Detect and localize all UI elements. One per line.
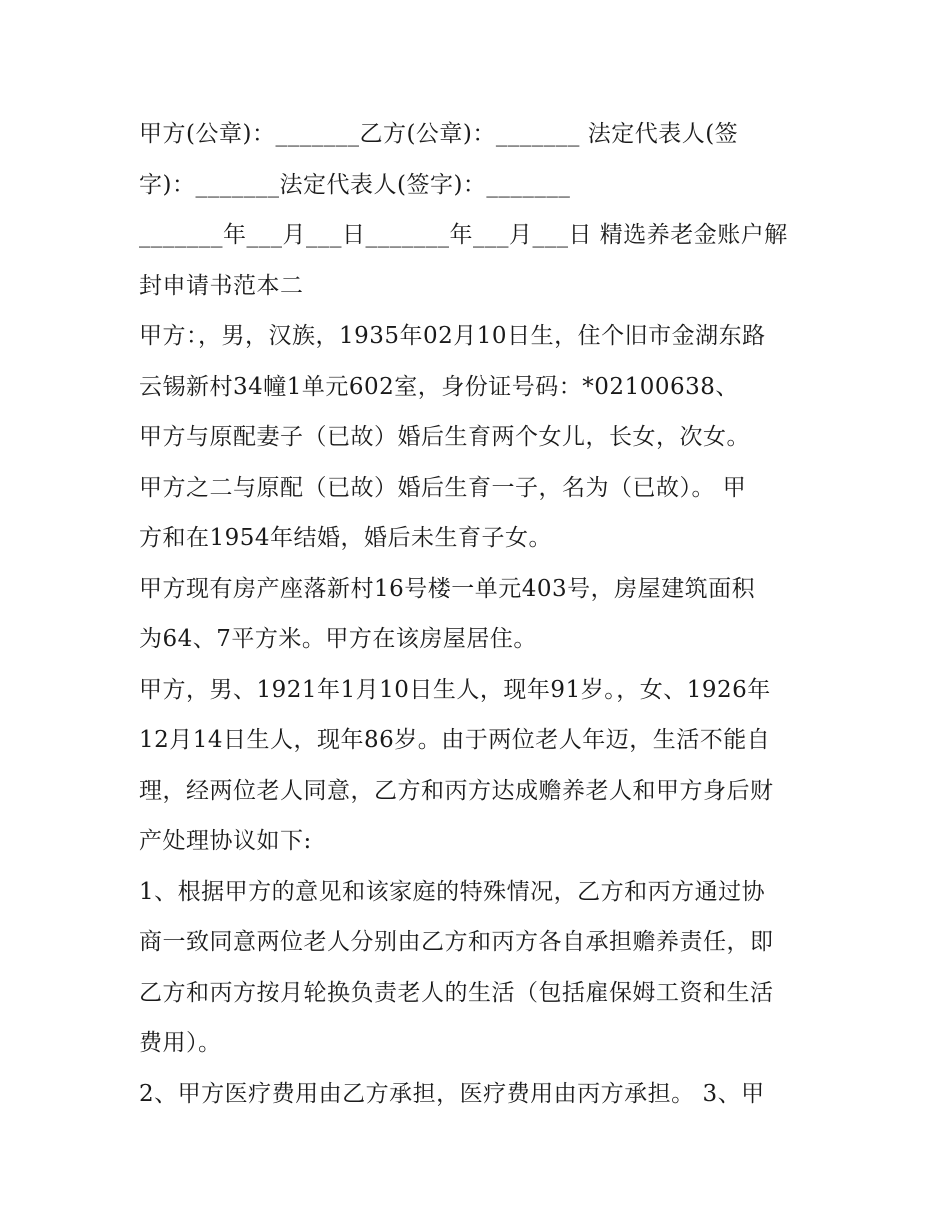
text-line: 字)：_______法定代表人(签字)：_______ [139,171,571,198]
text-line: 甲方：，男，汉族，1935年02月10日生，住个旧市金湖东路 [139,323,766,349]
text-line: 甲方与原配妻子（已故）婚后生育两个女儿，长女，次女。 [139,424,750,450]
text-line: 甲方(公章)：_______乙方(公章)：_______ 法定代表人(签 [139,121,739,147]
text-line: 产处理协议如下: [139,828,312,854]
text-line: 乙方和丙方按月轮换负责老人的生活（包括雇保姆工资和生活 [139,979,774,1006]
text-line: 12月14日生人，现年86岁。由于两位老人年迈，生活不能自 [139,727,771,753]
text-line: 理，经两位老人同意，乙方和丙方达成赡养老人和甲方身后财 [139,777,774,804]
text-line: 甲方之二与原配（已故）婚后生育一子，名为（已故）。 甲 [139,474,747,501]
text-line: 为64、7平方米。甲方在该房屋居住。 [139,626,537,652]
text-line: _______年___月___日_______年___月___日 精选养老金账户解 [139,222,788,248]
text-line: 1、根据甲方的意见和该家庭的特殊情况，乙方和丙方通过协 [139,878,766,905]
text-line: 费用）。 [139,1030,222,1056]
text-line: 甲方，男、1921年1月10日生人，现年91岁。，女、1926年 [139,676,771,703]
text-line: 2、甲方医疗费用由乙方承担，医疗费用由丙方承担。 3、甲 [139,1080,765,1107]
text-line: 封申请书范本二 [139,272,304,299]
text-line: 甲方现有房产座落新村16号楼一单元403号，房屋建筑面积 [139,575,756,602]
document-body [139,109,819,1119]
text-line: 商一致同意两位老人分别由乙方和丙方各自承担赡养责任，即 [139,929,774,955]
text-line: 方和在1954年结婚，婚后未生育子女。 [139,525,553,551]
text-line: 云锡新村34幢1单元602室，身份证号码：*02100638、 [139,373,739,400]
